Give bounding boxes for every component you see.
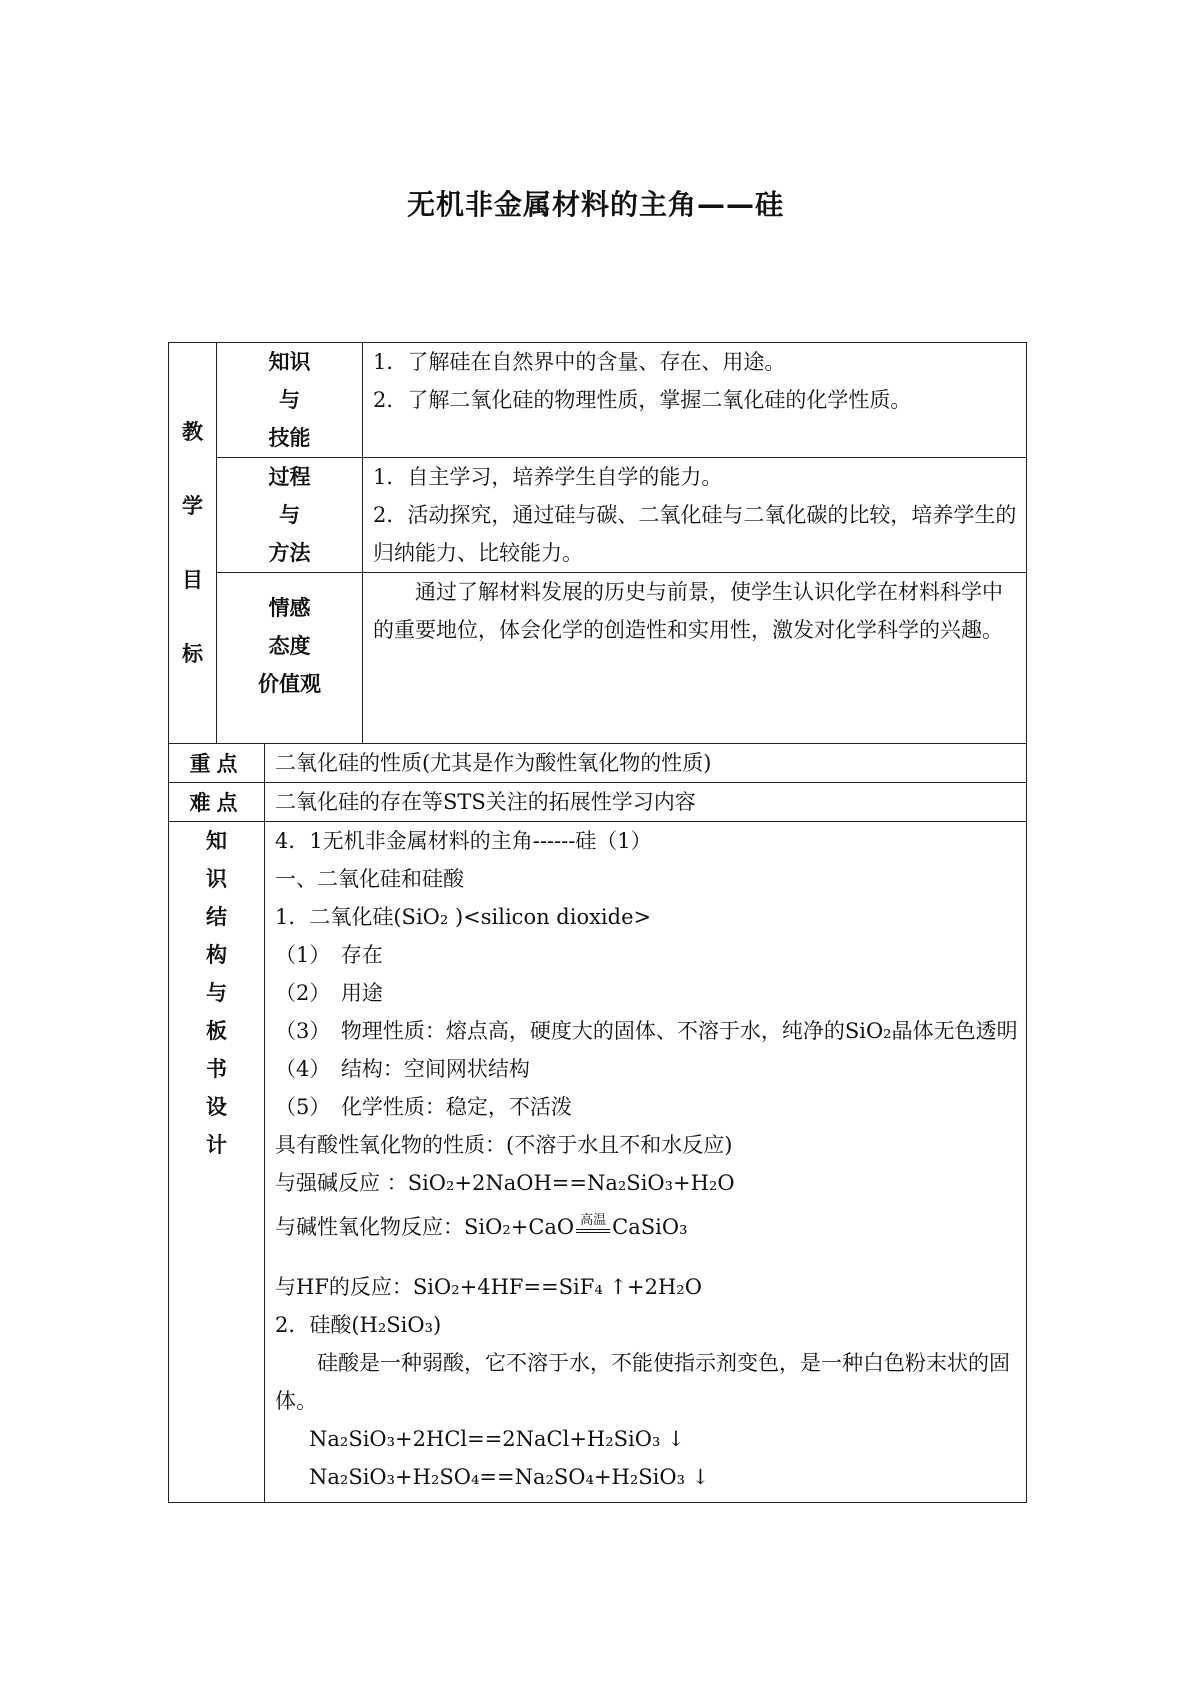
design-subheading: 2．硅酸(H₂SiO₃) [275,1313,442,1337]
design-point: （5） 化学性质：稳定，不活泼 [275,1095,572,1119]
design-point: （2） 用途 [275,981,383,1005]
acid-oxide-note: 具有酸性氧化物的性质：(不溶于水且不和水反应) [275,1133,733,1157]
design-point: （3） 物理性质：熔点高，硬度大的固体、不溶于水，纯净的SiO₂晶体无色透明 [275,1019,1018,1043]
key-point-text: 二氧化硅的性质(尤其是作为酸性氧化物的性质) [265,744,1027,783]
process-methods-content [363,458,1027,573]
design-point: （1） 存在 [275,943,383,967]
objective-row-process [169,458,1027,573]
emotion-values-content [363,573,1027,744]
equation-hcl: Na₂SiO₃+2HCl==2NaCl+H₂SiO₃ ↓ [309,1427,685,1451]
objective-row-emotion [169,573,1027,744]
process-item: 1．自主学习，培养学生自学的能力。 [373,465,723,489]
equation-h2so4: Na₂SiO₃+H₂SO₄==Na₂SO₄+H₂SiO₃ ↓ [309,1465,710,1489]
design-row [169,822,1027,1503]
knowledge-item: 1．了解硅在自然界中的含量、存在、用途。 [373,350,786,374]
knowledge-skills-label: 知识 与 技能 [217,343,363,458]
process-item: 2．活动探究，通过硅与碳、二氧化硅与二氧化碳的比较，培养学生的归纳能力、比较能力。 [373,503,1017,565]
design-point: （4） 结构：空间网状结构 [275,1057,530,1081]
difficulty-row [169,783,1027,822]
knowledge-skills-content [363,343,1027,458]
difficulty-label: 难点 [169,783,265,822]
equation-basic-oxide: 与碱性氧化物反应：SiO₂+CaO 高温 CaSiO₃ [275,1213,688,1239]
design-section: 一、二氧化硅和硅酸 [275,867,464,891]
difficulty-text: 二氧化硅的存在等STS关注的拓展性学习内容 [265,783,1027,822]
equation-hf: 与HF的反应：SiO₂+4HF==SiF₄ ↑+2H₂O [275,1275,702,1299]
emotion-values-label: 情感 态度 价值观 [217,573,363,744]
equation-strong-base: 与强碱反应 ：SiO₂+2NaOH==Na₂SiO₃+H₂O [275,1171,735,1195]
teaching-objectives-label: 教 学 目 标 [169,343,217,744]
silicic-acid-description: 硅酸是一种弱酸，它不溶于水，不能使指示剂变色，是一种白色粉末状的固体。 [275,1351,1010,1413]
lesson-plan-table [168,342,1027,1503]
page-title: 无机非金属材料的主角——硅 [406,188,784,221]
key-point-label: 重点 [169,744,265,783]
design-label: 知 识 结 构 与 板 书 设 计 [169,822,265,1503]
knowledge-item: 2．了解二氧化硅的物理性质，掌握二氧化硅的化学性质。 [373,388,912,412]
process-methods-label: 过程 与 方法 [217,458,363,573]
key-point-row [169,744,1027,783]
reaction-condition: 高温 [576,1213,610,1233]
objective-row-knowledge [169,343,1027,458]
design-subheading: 1．二氧化硅(SiO₂ )<silicon dioxide> [275,905,652,929]
design-content [265,822,1027,1503]
emotion-text: 通过了解材料发展的历史与前景，使学生认识化学在材料科学中的重要地位，体会化学的创造性和实用性，激发对化学科学的兴趣。 [373,580,1003,642]
design-heading: 4．1无机非金属材料的主角------硅（1） [275,829,652,853]
